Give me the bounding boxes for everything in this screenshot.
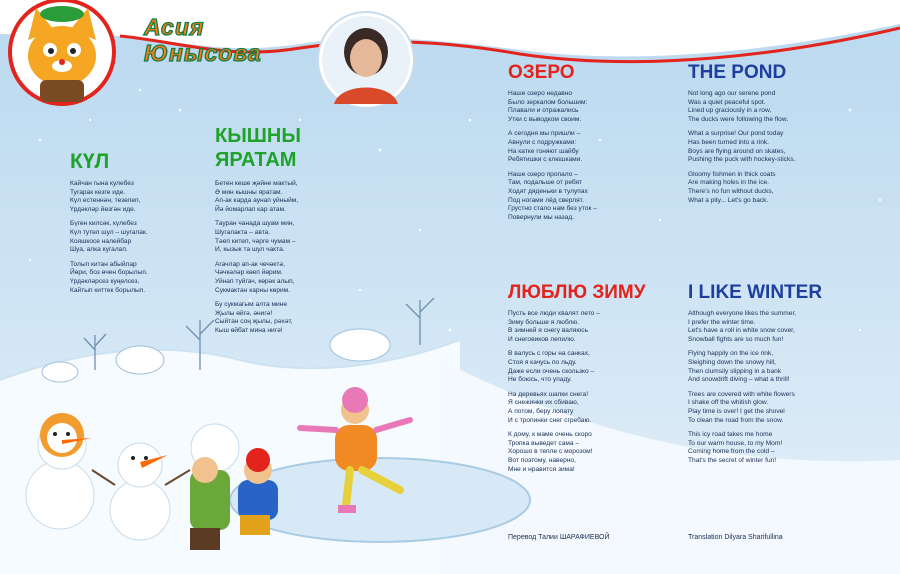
stanza <box>508 391 678 425</box>
poem-line: На катке гоняют шайбу <box>508 147 579 155</box>
poem-line: Not long ago our serene pond <box>688 90 776 97</box>
poem-line: Ап-ак карда аунап уйныйм, <box>215 197 299 205</box>
poem-line: Под ногами лёд сверлят. <box>508 196 584 204</box>
poem-line: Не боюсь, что упаду. <box>508 376 572 384</box>
author-first-name: Асия <box>144 14 205 40</box>
poem-line: Was a quiet peaceful spot. <box>688 98 766 106</box>
poem-line: Бу сукмагым алта мине <box>215 301 287 309</box>
author-portrait <box>318 12 414 108</box>
poem-line: Trees are covered with white flowers <box>688 390 795 398</box>
poem-line: Ходят дяденьки в тулупах <box>508 187 588 195</box>
poem-line: The ducks were following the flow. <box>688 115 789 123</box>
poem-line: Вот поэтому, наверно, <box>508 456 576 464</box>
stanza <box>508 171 678 223</box>
poem-line: Ә мин кышны яратам. <box>215 188 283 196</box>
poem-kyshny-yaratam-title-line2: ЯРАТАМ <box>215 149 297 171</box>
poem-line: Йә йомарлап кар атам. <box>215 205 286 213</box>
poem-line: Пусть все люди хвалят лето – <box>508 310 600 317</box>
poem-kyshny-yaratam-text <box>215 180 365 342</box>
stanza <box>508 130 678 164</box>
poem-line: What a surprise! Our pond today <box>688 130 784 138</box>
poem-line: Йөри, боз өчен борылып. <box>70 269 148 277</box>
poem-line: И, кызык та шул чакта. <box>215 246 285 254</box>
stanza <box>688 350 888 384</box>
poem-line: Кайчан гына кулебез <box>70 180 134 187</box>
poem-line: Җылы өйгә, әнигә! <box>215 309 273 317</box>
poem-line: Then clumsily slipping in a bank <box>688 367 782 375</box>
poem-line: На деревьях шапки снега! <box>508 390 589 398</box>
stanza <box>215 301 365 335</box>
poem-line: В валусь с горы на санках, <box>508 350 590 358</box>
poem-line: Бетен кеше җәйне мактый, <box>215 180 298 187</box>
poem-line: To our warm house, to my Mom! <box>688 439 783 447</box>
stanza <box>508 90 678 124</box>
poem-line: Тауран чанада шуам мин, <box>215 220 295 228</box>
author-name <box>144 14 304 66</box>
stanza <box>70 261 205 295</box>
poem-line: Үрдәкләрсез куңелсез, <box>70 277 140 285</box>
stanza <box>508 431 678 474</box>
stanza <box>215 220 365 254</box>
russian-translation-credit: Перевод Талии ШАРАФИЕВОЙ <box>508 534 610 541</box>
poem-line: К дому, к маме очень скоро <box>508 431 592 439</box>
poem-line: Даже если очень скользко – <box>508 367 595 375</box>
poem-line: А сегодня мы пришли – <box>508 130 581 138</box>
poem-kul-title: КҮЛ <box>70 150 110 173</box>
poem-line: Чәчкәләр көеп йөрим. <box>215 269 283 277</box>
stanza <box>70 180 205 214</box>
poem-line: Там, подальше от ребят <box>508 179 583 187</box>
poem-ozero-text <box>508 90 678 228</box>
poem-line: И с тропинки снег сгребаю. <box>508 416 592 424</box>
poem-ozero-title: ОЗЕРО <box>508 62 575 83</box>
poem-the-pond-text <box>688 90 878 211</box>
poem-i-like-winter-title: I LIKE WINTER <box>688 282 823 303</box>
english-translation-credit: Translation Dilyara Sharifullina <box>688 534 783 541</box>
poem-line: Snowball fights are so much fun! <box>688 335 784 343</box>
poem-kul-text <box>70 180 205 301</box>
poem-line: Кыш өйбат мина нигә! <box>215 326 283 334</box>
poem-line: Coming home from the cold – <box>688 448 775 456</box>
poem-line: Күл естеннән, тезелеп, <box>70 197 141 205</box>
poem-line: Кайтып киттек борылып. <box>70 286 146 294</box>
poem-line: Тәеп китеп, чәрге чумам – <box>215 237 296 245</box>
poem-line: Күл тутел шул – шугалак. <box>70 228 148 236</box>
poem-kyshny-yaratam-title <box>215 124 301 172</box>
poem-line: Уйнап туйгач, көрәк алып, <box>215 277 295 285</box>
stanza <box>688 90 878 124</box>
poem-line: Play time is over! I get the shovel <box>688 407 785 415</box>
poem-line: Повернули мы назад. <box>508 213 575 221</box>
poem-line: Кояшкосе налейбар <box>70 237 132 245</box>
poem-line: Шуа, алка кугалап. <box>70 246 128 254</box>
stanza <box>688 310 888 344</box>
poem-line: В зимней я снегу валяюсь <box>508 327 589 335</box>
poem-line: Стоя я качусь по льду. <box>508 358 577 366</box>
poem-line: Наше озеро недавно <box>508 90 573 97</box>
author-last-name: Юнысова <box>144 40 262 66</box>
stanza <box>215 261 365 295</box>
poem-line: Я снежинки их сбиваю, <box>508 399 579 407</box>
poem-lyublyu-zimu-title: ЛЮБЛЮ ЗИМУ <box>508 282 646 303</box>
poem-the-pond-title: THE POND <box>688 62 787 83</box>
poem-line: Сукмактан карны көрим. <box>215 286 291 294</box>
poem-line: Boys are flying around on skates, <box>688 147 786 155</box>
poem-line: Грустно стало нам без уток – <box>508 205 597 213</box>
poem-line: Flying happily on the ice rink, <box>688 350 774 358</box>
poem-line: That's the secret of winter fun! <box>688 456 777 464</box>
poem-line: Плавали и отражались <box>508 107 579 115</box>
poem-line: There's no fun without ducks, <box>688 187 774 195</box>
poem-line: Үрдәкләр йөзгән иде. <box>70 205 136 213</box>
stanza <box>688 431 888 465</box>
poem-line: I prefer the winter time. <box>688 318 756 326</box>
poem-line: Сыйтан соң җылы, рәхәт, <box>215 318 293 326</box>
poem-line: Утки с выводком своим. <box>508 115 582 123</box>
stanza <box>688 130 878 164</box>
stanza <box>688 391 888 425</box>
poem-line: Gloomy fishmen in thick coats <box>688 170 776 178</box>
poem-line: Авнули с подружками: <box>508 138 577 146</box>
cat-mascot <box>10 0 114 104</box>
stanza <box>688 171 878 205</box>
poem-line: Pushing the puck with hockey-sticks. <box>688 156 796 164</box>
poem-line: Бүген килсәк, күлебез <box>70 220 137 228</box>
poem-line: To clean the road from the snow. <box>688 416 784 424</box>
poem-line: This icy road takes me home <box>688 431 773 439</box>
stanza <box>70 220 205 254</box>
poem-line: И снеговиков лепилю. <box>508 335 576 343</box>
poem-line: What a pity... Let's go back. <box>688 196 769 204</box>
poem-line: And snowdrift diving – what a thrill! <box>688 376 790 384</box>
poem-line: Хорошо в тепле с морозом! <box>508 448 593 456</box>
poem-line: Шугалакта – авта. <box>215 228 271 236</box>
poem-line: Тропка выведет сама – <box>508 439 580 447</box>
poem-line: Although everyone likes the summer, <box>688 310 797 317</box>
poem-i-like-winter-text <box>688 310 888 472</box>
poem-line: А потом, беру лопату <box>508 407 574 415</box>
poem-line: Sleighing down the snowy hill, <box>688 358 776 366</box>
poem-line: Let's have a roll in white snow cover, <box>688 327 795 335</box>
poem-line: Было зеркалом большим: <box>508 98 588 106</box>
poem-line: Агачлар ап-ак чечәктә, <box>215 260 285 268</box>
poem-line: Зиму больше я люблю. <box>508 318 580 326</box>
poem-line: I shake off the whitish glow. <box>688 399 769 407</box>
poem-line: Lined up graciously in a row, <box>688 107 772 115</box>
poem-line: Ребятишки с клюшками. <box>508 156 583 164</box>
poem-line: Are making holes in the ice. <box>688 179 769 187</box>
poem-line: Мне и нравится зима! <box>508 465 575 473</box>
stanza <box>215 180 365 214</box>
poem-line: Has been turned into a rink. <box>688 138 770 146</box>
poem-line: Наше озеро пропало – <box>508 170 578 178</box>
poem-lyublyu-zimu-text <box>508 310 678 480</box>
poem-line: Тугарак кезге иде. <box>70 188 126 196</box>
stanza <box>508 310 678 344</box>
stanza <box>508 350 678 384</box>
poem-kyshny-yaratam-title-line1: КЫШНЫ <box>215 125 301 147</box>
poem-line: Толып китан абыйлар <box>70 260 137 268</box>
